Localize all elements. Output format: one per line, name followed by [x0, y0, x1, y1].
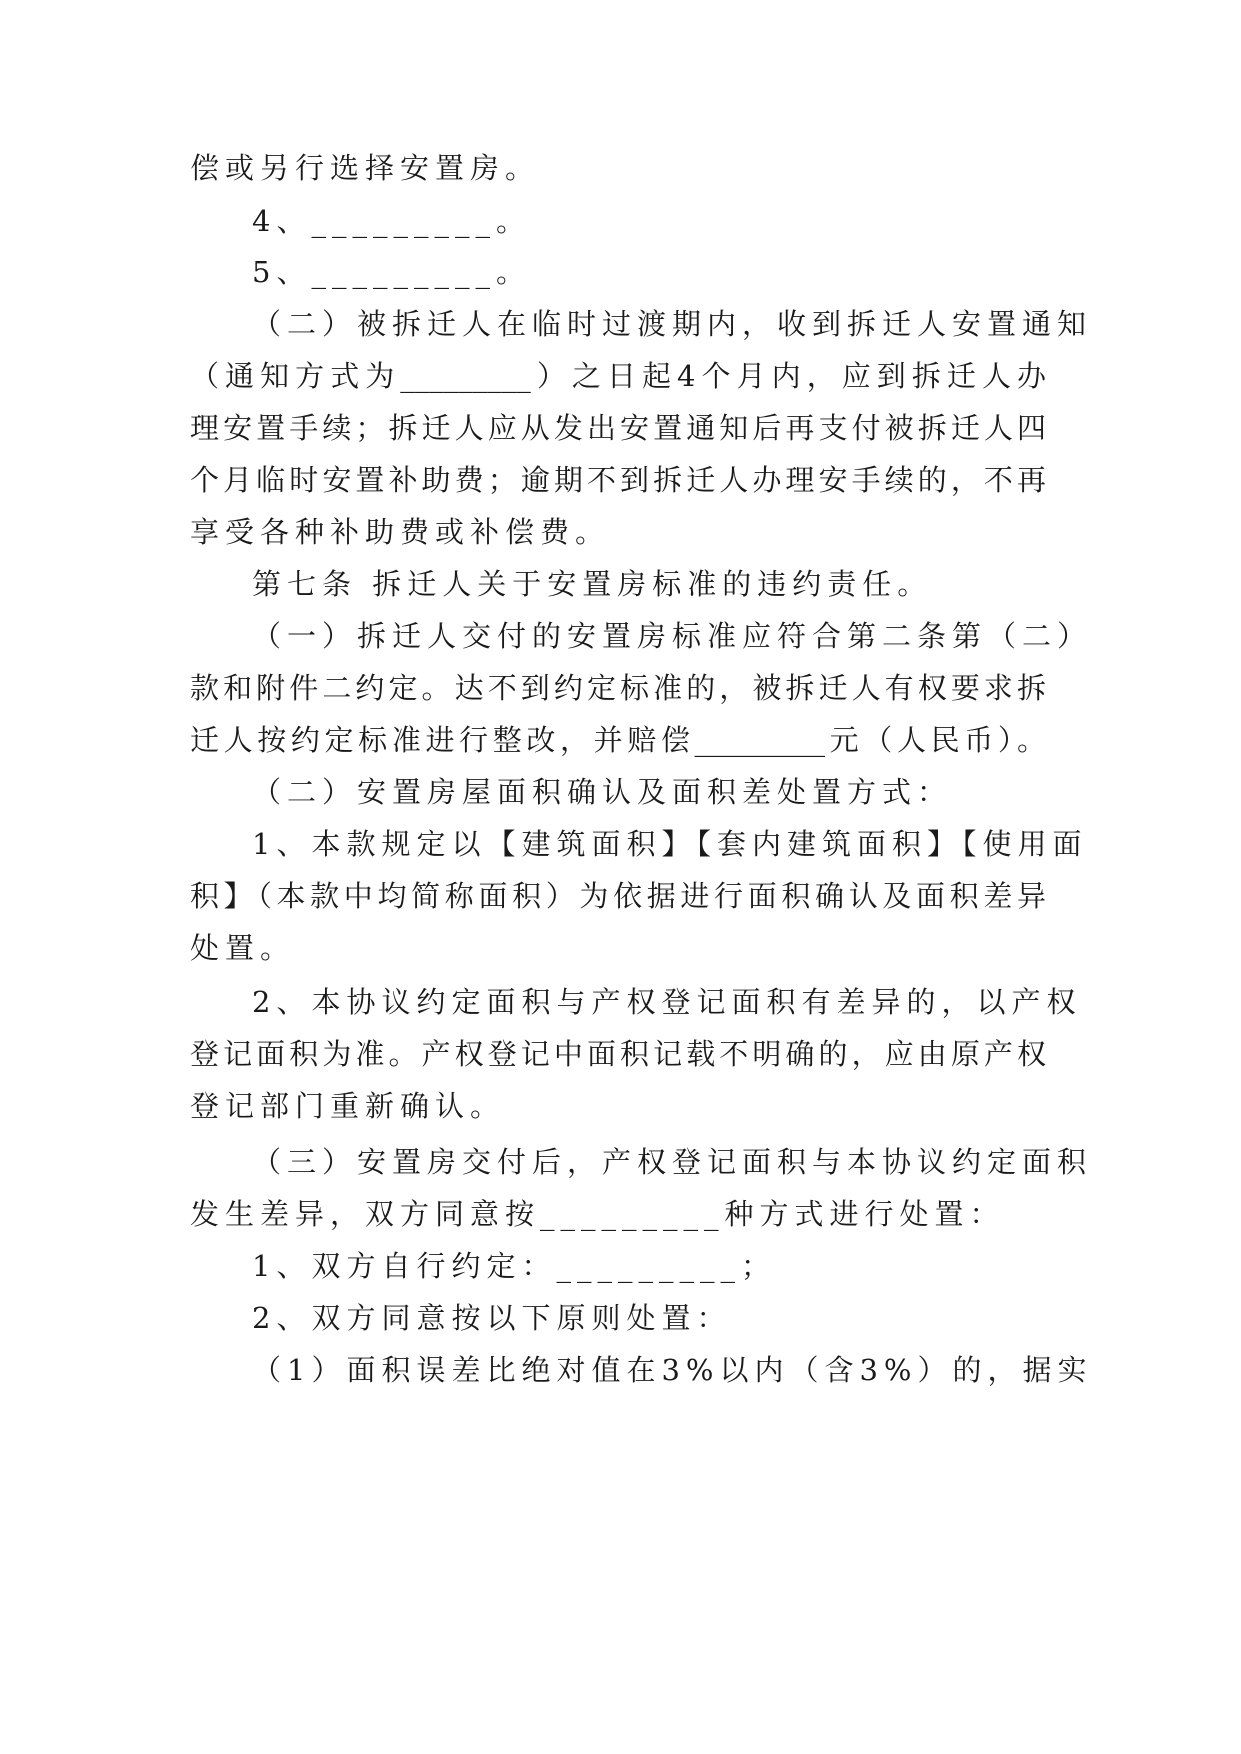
- paragraph-line: 享受各种补助费或补偿费。: [190, 515, 611, 549]
- list-item-4: 4、_________。: [252, 204, 531, 238]
- paragraph-line: （二）安置房屋面积确认及面积差处置方式：: [252, 775, 953, 809]
- paragraph-line: 款和附件二约定。达不到约定标准的，被拆迁人有权要求拆: [190, 671, 1046, 705]
- paragraph-line: （二）被拆迁人在临时过渡期内，收到拆迁人安置通知: [252, 307, 1093, 341]
- paragraph-line: 积】（本款中均简称面积）为依据进行面积确认及面积差异: [190, 879, 1046, 913]
- list-item-1: 1、双方自行约定：_________；: [252, 1249, 776, 1283]
- paragraph-line: （通知方式为_________）之日起4个月内，应到拆迁人办: [190, 359, 1046, 393]
- paragraph-line: （一）拆迁人交付的安置房标准应符合第二条第（二）: [252, 619, 1093, 653]
- list-item-5: 5、_________。: [252, 255, 531, 289]
- paragraph-line: 个月临时安置补助费；逾期不到拆迁人办理安手续的，不再: [190, 463, 1046, 497]
- paragraph-line: 理安置手续；拆迁人应从发出安置通知后再支付被拆迁人四: [190, 411, 1046, 445]
- paragraph-line: 登记部门重新确认。: [190, 1089, 506, 1123]
- paragraph-line: 1、本款规定以【建筑面积】【套内建筑面积】【使用面: [252, 827, 1088, 861]
- paragraph-line: 2、本协议约定面积与产权登记面积有差异的，以产权: [252, 985, 1082, 1019]
- paragraph-line: 偿或另行选择安置房。: [190, 151, 541, 185]
- sub-item-1: （1）面积误差比绝对值在3%以内（含3%）的，据实: [252, 1353, 1093, 1387]
- article-heading: 第七条 拆迁人关于安置房标准的违约责任。: [252, 567, 933, 601]
- paragraph-line: 处置。: [190, 931, 296, 965]
- paragraph-line: 登记面积为准。产权登记中面积记载不明确的，应由原产权: [190, 1037, 1046, 1071]
- paragraph-line: 发生差异，双方同意按_________种方式进行处置：: [190, 1197, 1005, 1231]
- list-item-2: 2、双方同意按以下原则处置：: [252, 1301, 732, 1335]
- paragraph-line: （三）安置房交付后，产权登记面积与本协议约定面积: [252, 1145, 1093, 1179]
- paragraph-line: 迁人按约定标准进行整改，并赔偿_________元（人民币）。: [190, 723, 1046, 757]
